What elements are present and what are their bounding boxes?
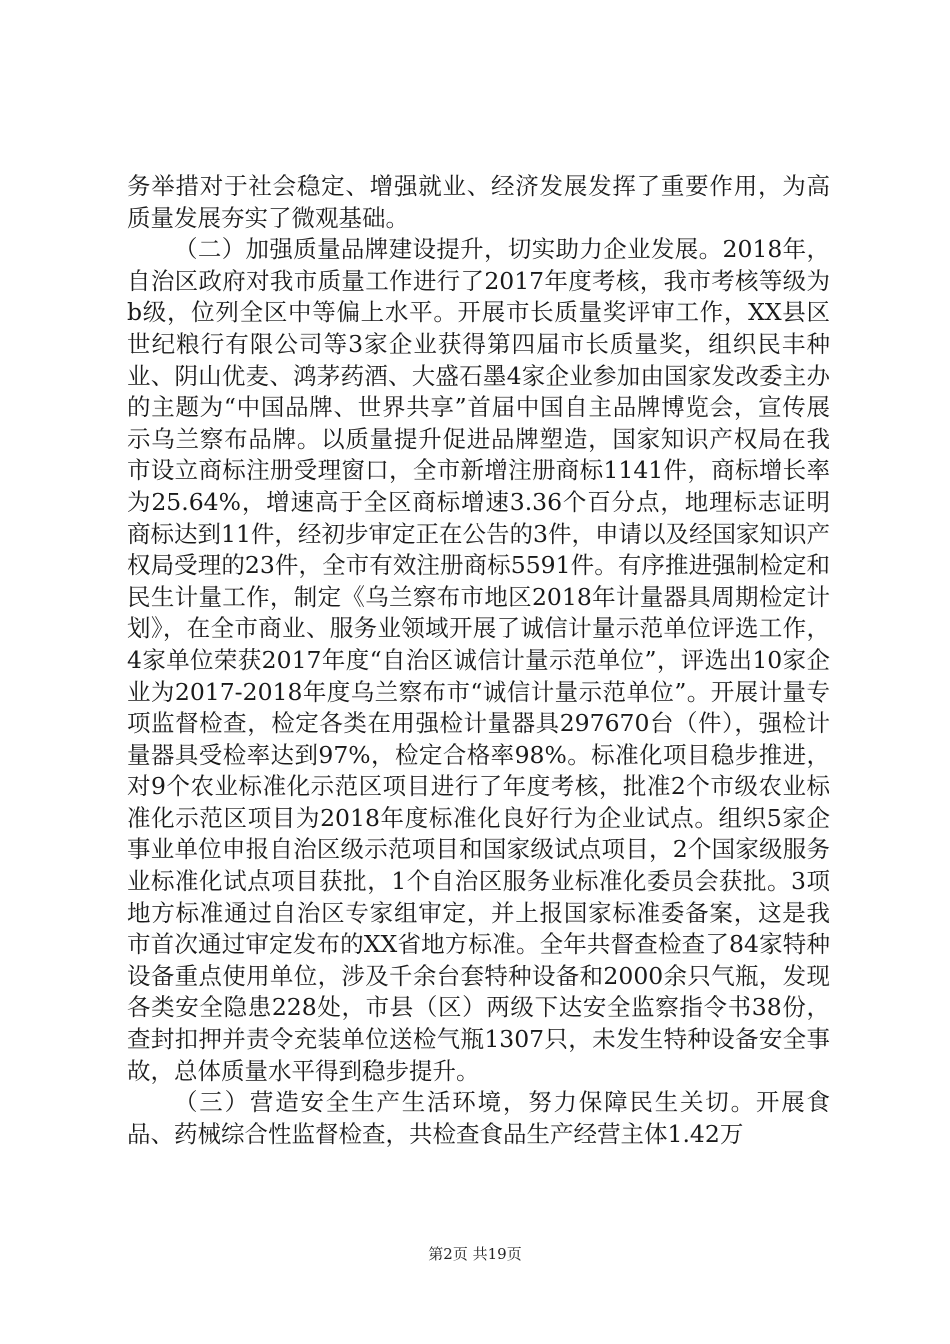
paragraph-continuation: 务举措对于社会稳定、增强就业、经济发展发挥了重要作用，为高质量发展夯实了微观基础。 — [127, 172, 830, 232]
document-body — [127, 171, 830, 1150]
paragraph-safety-environment: （三）营造安全生产生活环境，努力保障民生关切。开展食品、药械综合性监督检查，共检查食品生产经营主体1.42万 — [127, 1088, 830, 1148]
paragraph-quality-brand: （二）加强质量品牌建设提升，切实助力企业发展。2018年，自治区政府对我市质量工作进行了2017年度考核，我市考核等级为b级，位列全区中等偏上水平。开展市长质量奖评审工作，XX县区世纪粮行有限公司等3家企业获得第四届市长质量奖，组织民丰种业、阴山优麦、鸿茅药酒、大盛石墨4家企业参加由国家发改委主办的主题为“中国品牌、世界共享”首届中国自主品牌博览会，宣传展示乌兰察布品牌。以质量提升促进品牌塑造，国家知识产权局在我市设立商标注册受理窗口，全市新增注册商标1141件，商标增长率为25.64%，增速高于全区商标增速3.36个百分点，地理标志证明商标达到11件，经初步审定正在公告的3件，申请以及经国家知识产权局受理的23件，全市有效注册商标5591件。有序推进强制检定和民生计量工作，制定《乌兰察布市地区2018年计量器具周期检定计划》，在全市商业、服务业领域开展了诚信计量示范单位评选工作，4家单位荣获2017年度“自治区诚信计量示范单位”，评选出10家企业为2017-2018年度乌兰察布市“诚信计量示范单位”。开展计量专项监督检查，检定各类在用强检计量器具297670台（件），强检计量器具受检率达到97%，检定合格率98%。标准化项目稳步推进，对9个农业标准化示范区项目进行了年度考核，批准2个市级农业标准化示范区项目为2018年度标准化良好行为企业试点。组织5家企事业单位申报自治区级示范项目和国家级试点项目，2个国家级服务业标准化试点项目获批，1个自治区服务业标准化委员会获批。3项地方标准通过自治区专家组审定，并上报国家标准委备案，这是我市首次通过审定发布的XX省地方标准。全年共督查检查了84家特种设备重点使用单位，涉及千余台套特种设备和2000余只气瓶，发现各类安全隐患228处，市县（区）两级下达安全监察指令书38份，查封扣押并责令充装单位送检气瓶1307只，未发生特种设备安全事故，总体质量水平得到稳步提升。 — [127, 235, 830, 1085]
page-number-footer: 第2页 共19页 — [428, 1245, 522, 1263]
